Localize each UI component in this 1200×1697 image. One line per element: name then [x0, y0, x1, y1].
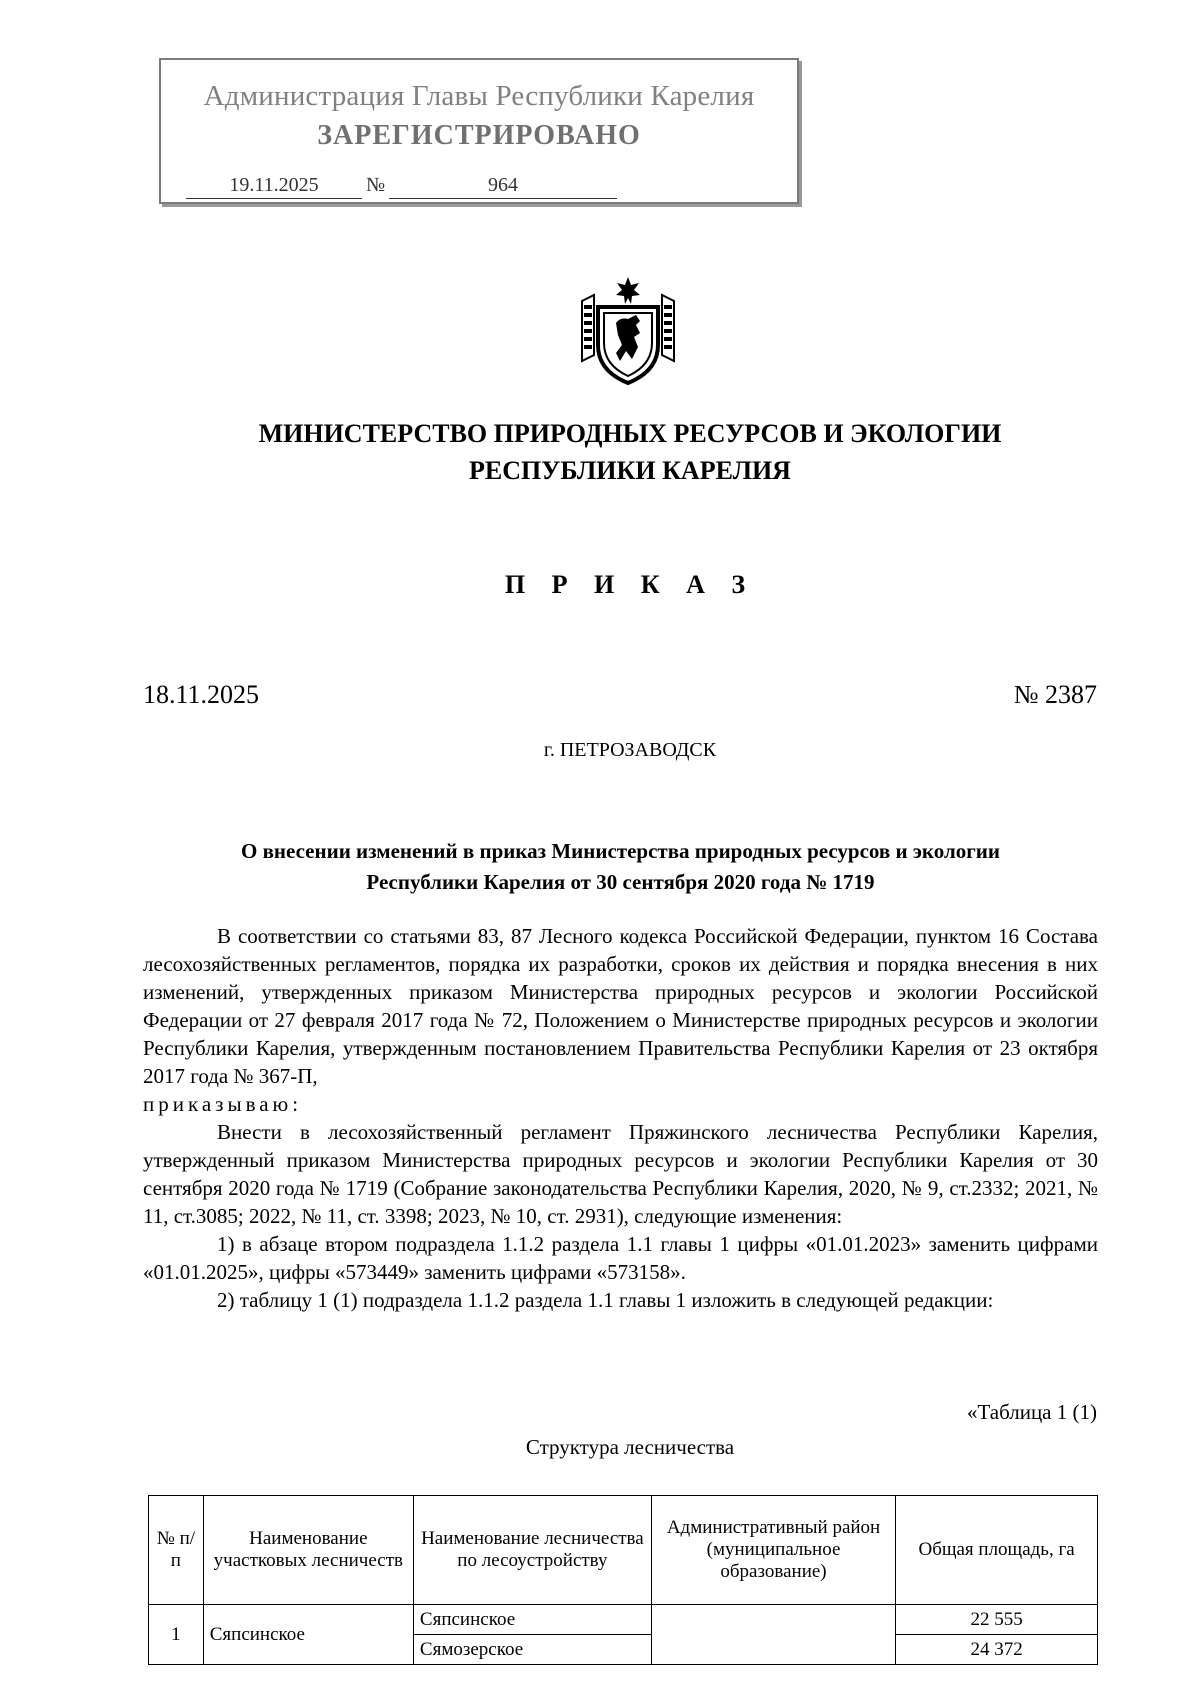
title-line1: О внесении изменений в приказ Министерства природных ресурсов и экологии [241, 839, 1000, 863]
ministry-line1: МИНИСТЕРСТВО ПРИРОДНЫХ РЕСУРСОВ И ЭКОЛОГИИ [258, 419, 1002, 448]
ministry-heading [0, 415, 1200, 489]
document-type: П Р И К А З [504, 570, 756, 599]
stamp-number: 964 [389, 172, 617, 199]
stamp-authority: Администрация Главы Республики Карелия [203, 80, 755, 112]
row-sub-forestry: Сяпсинское [413, 1605, 651, 1635]
col-number: № п/п [149, 1496, 204, 1605]
table-row [149, 1605, 1098, 1635]
paragraph-item-1: 1) в абзаце втором подраздела 1.1.2 раздела 1.1 главы 1 цифры «01.01.2023» заменить цифрами «01.01.2025», цифры «573449» заменить цифрами «573158». [143, 1232, 1098, 1284]
row-area: 22 555 [896, 1605, 1098, 1635]
col-forestry-name: Наименование лесничества по лесоустройству [413, 1496, 651, 1605]
row-number: 1 [149, 1605, 204, 1665]
table-header-row [149, 1496, 1098, 1605]
table-label: «Таблица 1 (1) [966, 1400, 1097, 1424]
city: г. ПЕТРОЗАВОДСК [543, 739, 717, 761]
stamp-date: 19.11.2025 [186, 172, 362, 199]
karelia-coat-of-arms-icon [580, 275, 676, 387]
order-number: № 2387 [1013, 680, 1097, 709]
order-date: 18.11.2025 [143, 680, 260, 709]
col-total-area: Общая площадь, га [896, 1496, 1098, 1605]
forestry-structure-table [148, 1495, 1098, 1665]
paragraph-basis-text: В соответствии со статьями 83, 87 Лесного кодекса Российской Федерации, пунктом 16 Состава лесохозяйственных регламентов, порядка их разработки, сроков их действия и порядка внесения в них изменений, утвержденных приказом Министерства природных ресурсов и экологии Российской Федерации от 27 февраля 2017 года № 72, Положением о Министерстве природных ресурсов и экологии Республики Карелия, утвержденным постановлением Правительства Республики Карелия от 23 октября 2017 года № 367-П, [143, 924, 1098, 1088]
row-sub-forestry: Сямозерское [413, 1635, 651, 1665]
stamp-number-sign: № [366, 174, 386, 196]
order-verb: приказываю: [143, 1092, 303, 1116]
table-caption: Структура лесничества [525, 1435, 735, 1459]
row-area: 24 372 [896, 1635, 1098, 1665]
order-body [143, 922, 1098, 1314]
col-admin-district: Административный район (муниципальное образование) [651, 1496, 895, 1605]
order-title [143, 836, 1098, 898]
col-district-forestries: Наименование участковых лесничеств [203, 1496, 413, 1605]
paragraph-item-2: 2) таблицу 1 (1) подраздела 1.1.2 раздела 1.1 главы 1 изложить в следующей редакции: [217, 1288, 994, 1312]
row-admin-district [651, 1605, 895, 1665]
paragraph-basis [143, 922, 1098, 1118]
ministry-line2: РЕСПУБЛИКИ КАРЕЛИЯ [469, 456, 791, 485]
stamp-registered: ЗАРЕГИСТРИРОВАНО [317, 120, 641, 151]
title-line2: Республики Карелия от 30 сентября 2020 года № 1719 [366, 870, 875, 894]
row-district: Сяпсинское [203, 1605, 413, 1665]
registration-stamp [159, 58, 799, 204]
paragraph-amend: Внести в лесохозяйственный регламент Пряжинского лесничества Республики Карелия, утвержденный приказом Министерства природных ресурсов и экологии Республики Карелия от 30 сентября 2020 года № 1719 (Собрание законодательства Республики Карелия, 2020, № 9, ст.2332; 2021, № 11, ст.3085; 2022, № 11, ст. 3398; 2023, № 10, ст. 2931), следующие изменения: [143, 1120, 1098, 1228]
